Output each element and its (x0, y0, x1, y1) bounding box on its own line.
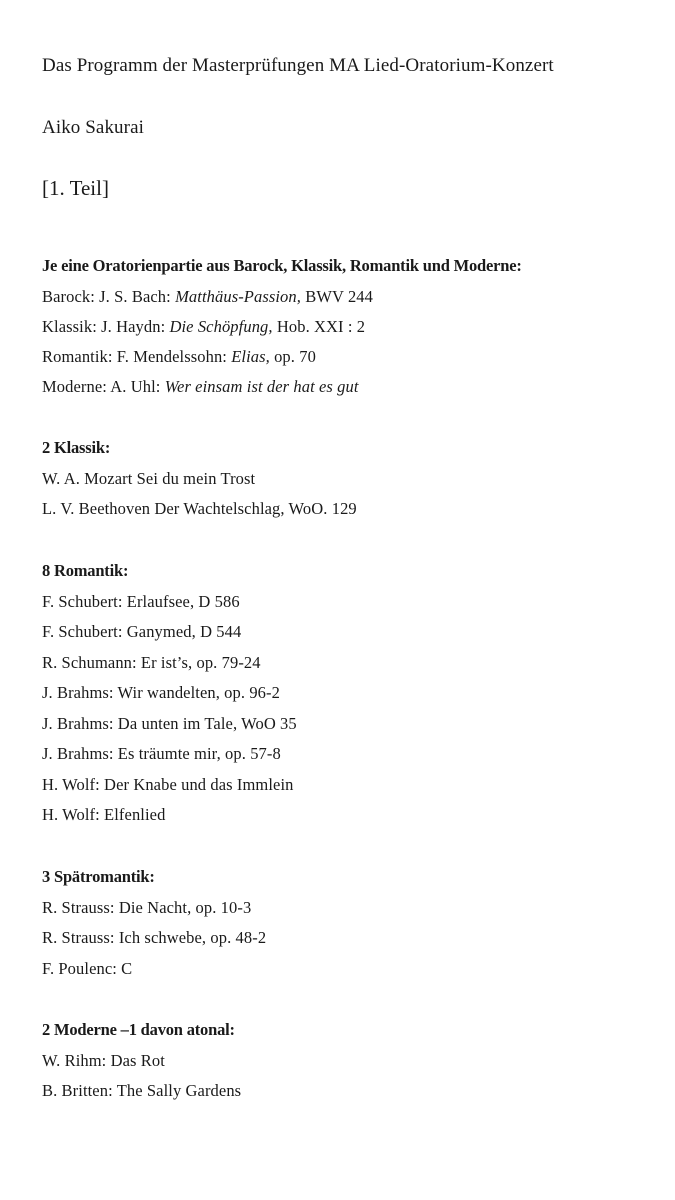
part-label: [1. Teil] (42, 176, 109, 200)
list-item: R. Strauss: Ich schwebe, op. 48-2 (42, 928, 267, 947)
list-item: H. Wolf: Elfenlied (42, 805, 166, 824)
entry-work-title: Matthäus-Passion, (175, 287, 301, 306)
performer-name: Aiko Sakurai (42, 117, 144, 138)
entry-prefix: Klassik: J. Haydn: (42, 317, 170, 336)
section-heading-moderne: 2 Moderne –1 davon atonal: (42, 1020, 235, 1039)
list-item: J. Brahms: Da unten im Tale, WoO 35 (42, 714, 297, 733)
section-heading-spaetromantik: 3 Spätromantik: (42, 867, 155, 886)
list-item (42, 349, 316, 366)
list-item (42, 319, 365, 336)
entry-prefix: Barock: J. S. Bach: (42, 287, 176, 306)
entry-suffix: BWV 244 (301, 287, 373, 306)
list-item: F. Poulenc: C (42, 959, 133, 978)
section-heading-klassik: 2 Klassik: (42, 438, 111, 457)
list-item: R. Strauss: Die Nacht, op. 10-3 (42, 898, 252, 917)
entry-prefix: Moderne: A. Uhl: (42, 377, 165, 396)
list-item: W. A. Mozart Sei du mein Trost (42, 469, 256, 488)
entry-prefix: Romantik: F. Mendelssohn: (42, 347, 232, 366)
list-item: H. Wolf: Der Knabe und das Immlein (42, 775, 294, 794)
section-heading-romantik: 8 Romantik: (42, 561, 129, 580)
list-item (42, 379, 359, 396)
list-item (42, 289, 373, 306)
list-item: L. V. Beethoven Der Wachtelschlag, WoO. 129 (42, 499, 357, 518)
document-title: Das Programm der Masterprüfungen MA Lied-Oratorium-Konzert (42, 55, 554, 76)
entry-work-title: Elias, (231, 347, 270, 366)
list-item: F. Schubert: Erlaufsee, D 586 (42, 592, 240, 611)
entry-work-title: Die Schöpfung, (169, 317, 273, 336)
list-item: B. Britten: The Sally Gardens (42, 1081, 242, 1100)
list-item: F. Schubert: Ganymed, D 544 (42, 622, 242, 641)
list-item: R. Schumann: Er ist’s, op. 79-24 (42, 653, 261, 672)
list-item: J. Brahms: Es träumte mir, op. 57-8 (42, 744, 281, 763)
list-item: J. Brahms: Wir wandelten, op. 96-2 (42, 683, 280, 702)
entry-suffix: op. 70 (269, 347, 316, 366)
entry-work-title: Wer einsam ist der hat es gut (164, 377, 359, 396)
entry-suffix: Hob. XXI : 2 (272, 317, 366, 336)
list-item: W. Rihm: Das Rot (42, 1051, 165, 1070)
section-heading-oratorio: Je eine Oratorienpartie aus Barock, Klassik, Romantik und Moderne: (42, 256, 522, 275)
